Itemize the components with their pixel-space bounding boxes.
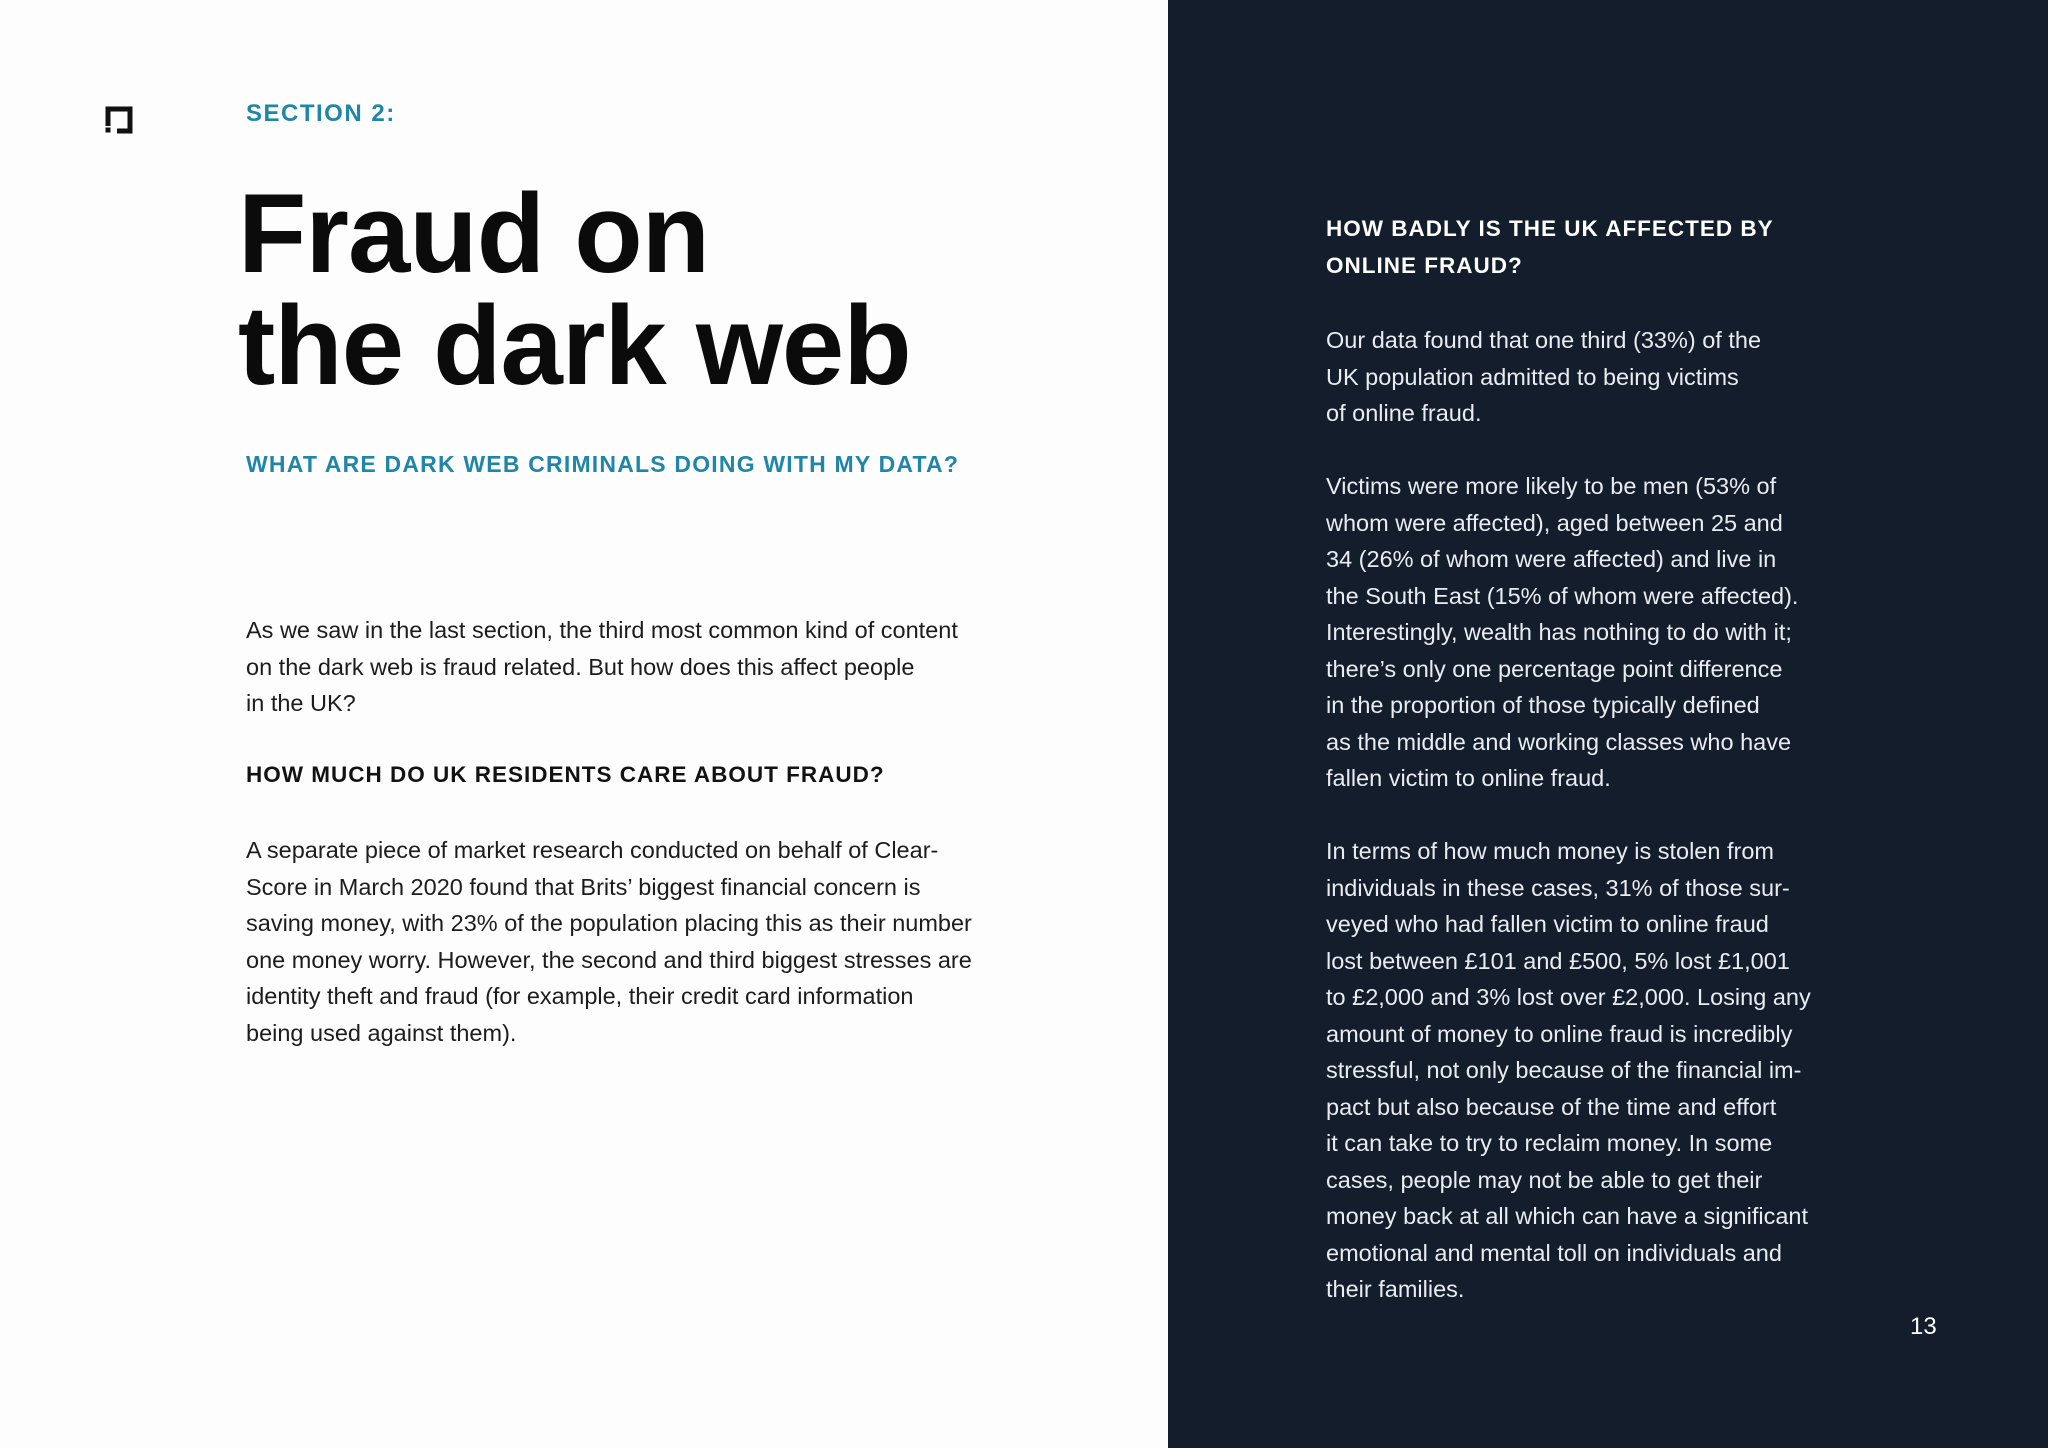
text-line: Victims were more likely to be men (53% of bbox=[1326, 473, 1777, 499]
text-line: being used against them). bbox=[246, 1019, 517, 1046]
text-line: to £2,000 and 3% lost over £2,000. Losing any bbox=[1326, 984, 1811, 1010]
text-line: In terms of how much money is stolen from bbox=[1326, 838, 1774, 864]
text-line: pact but also because of the time and effort bbox=[1326, 1093, 1777, 1120]
text-line: individuals in these cases, 31% of those sur- bbox=[1326, 874, 1790, 901]
uk-affected-heading bbox=[1326, 211, 1846, 284]
care-heading: HOW MUCH DO UK RESIDENTS CARE ABOUT FRAUD? bbox=[246, 762, 885, 787]
text-line: one money worry. However, the second and third biggest stresses are bbox=[246, 946, 972, 973]
text-line: cases, people may not be able to get their bbox=[1326, 1166, 1763, 1193]
text-line: whom were affected), aged between 25 and bbox=[1326, 509, 1783, 536]
page-title-line: the dark web bbox=[238, 283, 911, 408]
text-line: fallen victim to online fraud. bbox=[1326, 765, 1611, 791]
page-number: 13 bbox=[1910, 1313, 1937, 1340]
text-line: in the UK? bbox=[246, 690, 356, 716]
heading-line: ONLINE FRAUD? bbox=[1326, 252, 1523, 278]
text-line: on the dark web is fraud related. But how does this affect people bbox=[246, 653, 915, 680]
victim-demographics-paragraph bbox=[1326, 468, 1846, 797]
care-paragraph bbox=[246, 832, 1026, 1051]
text-line: of online fraud. bbox=[1326, 400, 1482, 426]
text-line: stressful, not only because of the financial im- bbox=[1326, 1057, 1802, 1083]
section-subtitle: WHAT ARE DARK WEB CRIMINALS DOING WITH MY DATA? bbox=[246, 451, 960, 477]
text-line: saving money, with 23% of the population placing this as their number bbox=[246, 910, 972, 936]
page-title bbox=[238, 171, 1098, 408]
page-title-line: Fraud on bbox=[238, 171, 710, 296]
text-line: Score in March 2020 found that Brits’ biggest financial concern is bbox=[246, 873, 921, 900]
money-stolen-paragraph bbox=[1326, 833, 1846, 1308]
text-line: A separate piece of market research conducted on behalf of Clear- bbox=[246, 837, 939, 863]
text-line: there’s only one percentage point difference bbox=[1326, 655, 1783, 682]
text-line: emotional and mental toll on individuals and bbox=[1326, 1239, 1782, 1266]
text-line: identity theft and fraud (for example, their credit card information bbox=[246, 983, 914, 1009]
text-line: money back at all which can have a significant bbox=[1326, 1203, 1809, 1229]
text-line: UK population admitted to being victims bbox=[1326, 363, 1739, 390]
section-label: SECTION 2: bbox=[246, 100, 396, 127]
text-line: the South East (15% of whom were affected). bbox=[1326, 582, 1799, 609]
text-line: as the middle and working classes who have bbox=[1326, 728, 1792, 755]
heading-line: HOW BADLY IS THE UK AFFECTED BY bbox=[1326, 216, 1774, 241]
text-line: Interestingly, wealth has nothing to do with it; bbox=[1326, 619, 1792, 645]
clearscore-logo-icon bbox=[105, 106, 133, 134]
text-line: Our data found that one third (33%) of the bbox=[1326, 327, 1762, 353]
text-line: their families. bbox=[1326, 1276, 1465, 1302]
text-line: lost between £101 and £500, 5% lost £1,001 bbox=[1326, 947, 1790, 974]
victims-share-paragraph bbox=[1326, 322, 1846, 432]
text-line: in the proportion of those typically defined bbox=[1326, 692, 1760, 718]
text-line: it can take to try to reclaim money. In some bbox=[1326, 1130, 1773, 1156]
intro-paragraph bbox=[246, 612, 1026, 722]
text-line: As we saw in the last section, the third most common kind of content bbox=[246, 617, 958, 643]
text-line: amount of money to online fraud is incredibly bbox=[1326, 1020, 1793, 1047]
text-line: 34 (26% of whom were affected) and live in bbox=[1326, 546, 1777, 572]
text-line: veyed who had fallen victim to online fraud bbox=[1326, 911, 1769, 937]
